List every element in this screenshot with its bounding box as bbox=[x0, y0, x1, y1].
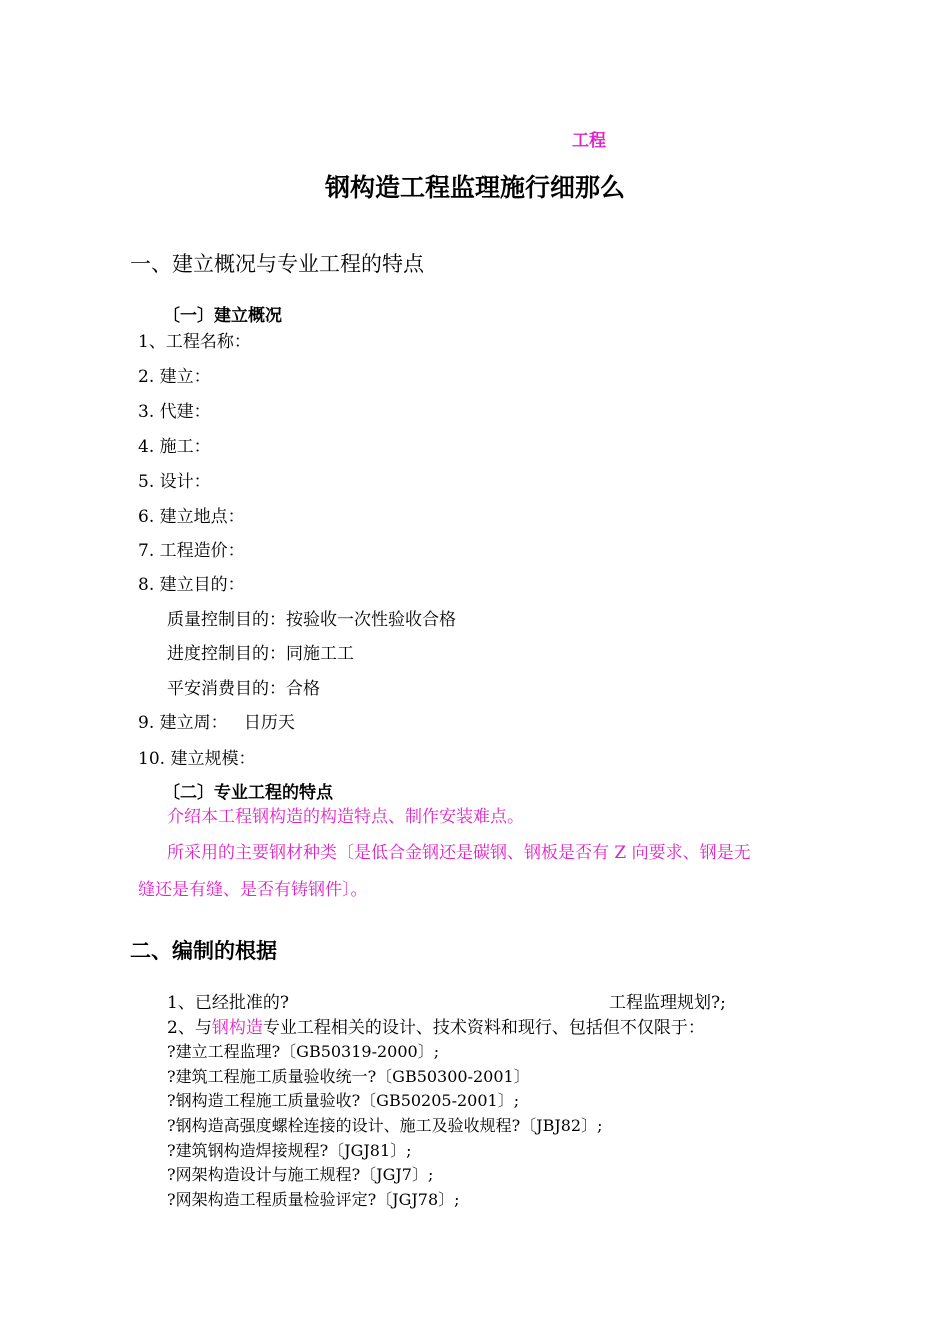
list-item: 7. 工程造价： bbox=[138, 541, 245, 561]
section-2-heading: 二、编制的根据 bbox=[130, 939, 277, 963]
goal-safety: 平安消费目的：合格 bbox=[167, 679, 320, 699]
list-item: 2. 建立： bbox=[138, 367, 211, 387]
basis-item-2-prefix: 2、与 bbox=[167, 1018, 212, 1038]
reference-item: ?建立工程监理?〔GB50319-2000〕; bbox=[167, 1042, 440, 1061]
goal-quality: 质量控制目的：按验收一次性验收合格 bbox=[167, 610, 456, 630]
basis-item-2-suffix: 专业工程相关的设计、技术资料和现行、包括但不仅限于： bbox=[262, 1018, 705, 1038]
reference-item: ?建筑工程施工质量验收统一?〔GB50300-2001〕 bbox=[167, 1067, 530, 1086]
reference-item: ?钢构造高强度螺栓连接的设计、施工及验收规程?〔JBJ82〕; bbox=[167, 1116, 603, 1135]
list-item: 4. 施工： bbox=[138, 437, 211, 457]
reference-item: ?建筑钢构造焊接规程?〔JGJ81〕; bbox=[167, 1141, 412, 1160]
feature-paragraph-2-line-2: 缝还是有缝、是否有铸钢件〕。 bbox=[138, 880, 368, 900]
reference-item: ?网架构造设计与施工规程?〔JGJ7〕; bbox=[167, 1165, 434, 1184]
list-item: 1、工程名称： bbox=[138, 332, 251, 352]
basis-item-1-right: 工程监理规划?; bbox=[609, 993, 726, 1013]
subsection-1-heading: 〔一〕建立概况 bbox=[163, 306, 282, 326]
basis-item-2 bbox=[167, 1013, 705, 1038]
section-1-heading: 一、建立概况与专业工程的特点 bbox=[130, 252, 424, 276]
feature-paragraph-1: 介绍本工程钢构造的构造特点、制作安装难点。 bbox=[167, 807, 524, 827]
subsection-2-heading: 〔二〕专业工程的特点 bbox=[163, 783, 333, 803]
list-item: 10. 建立规模： bbox=[138, 749, 256, 769]
basis-item-1-left: 1、已经批准的? bbox=[167, 993, 289, 1013]
page-title: 钢构造工程监理施行细那么 bbox=[324, 173, 625, 202]
basis-item-2-highlight: 钢构造 bbox=[211, 1018, 263, 1038]
list-item: 8. 建立目的： bbox=[138, 575, 245, 595]
list-item: 5. 设计： bbox=[138, 472, 211, 492]
feature-paragraph-2-line-1: 所采用的主要钢材种类〔是低合金钢还是碳钢、钢板是否有 Z 向要求、钢是无 bbox=[167, 843, 751, 863]
list-item: 3. 代建： bbox=[138, 402, 211, 422]
reference-item: ?网架构造工程质量检验评定?〔JGJ78〕; bbox=[167, 1190, 460, 1209]
header-tag: 工程 bbox=[572, 131, 606, 151]
goal-schedule: 进度控制目的：同施工工 bbox=[167, 644, 354, 664]
list-item: 6. 建立地点： bbox=[138, 507, 245, 527]
reference-item: ?钢构造工程施工质量验收?〔GB50205-2001〕; bbox=[167, 1091, 520, 1110]
list-item: 9. 建立周： 日历天 bbox=[138, 713, 295, 733]
